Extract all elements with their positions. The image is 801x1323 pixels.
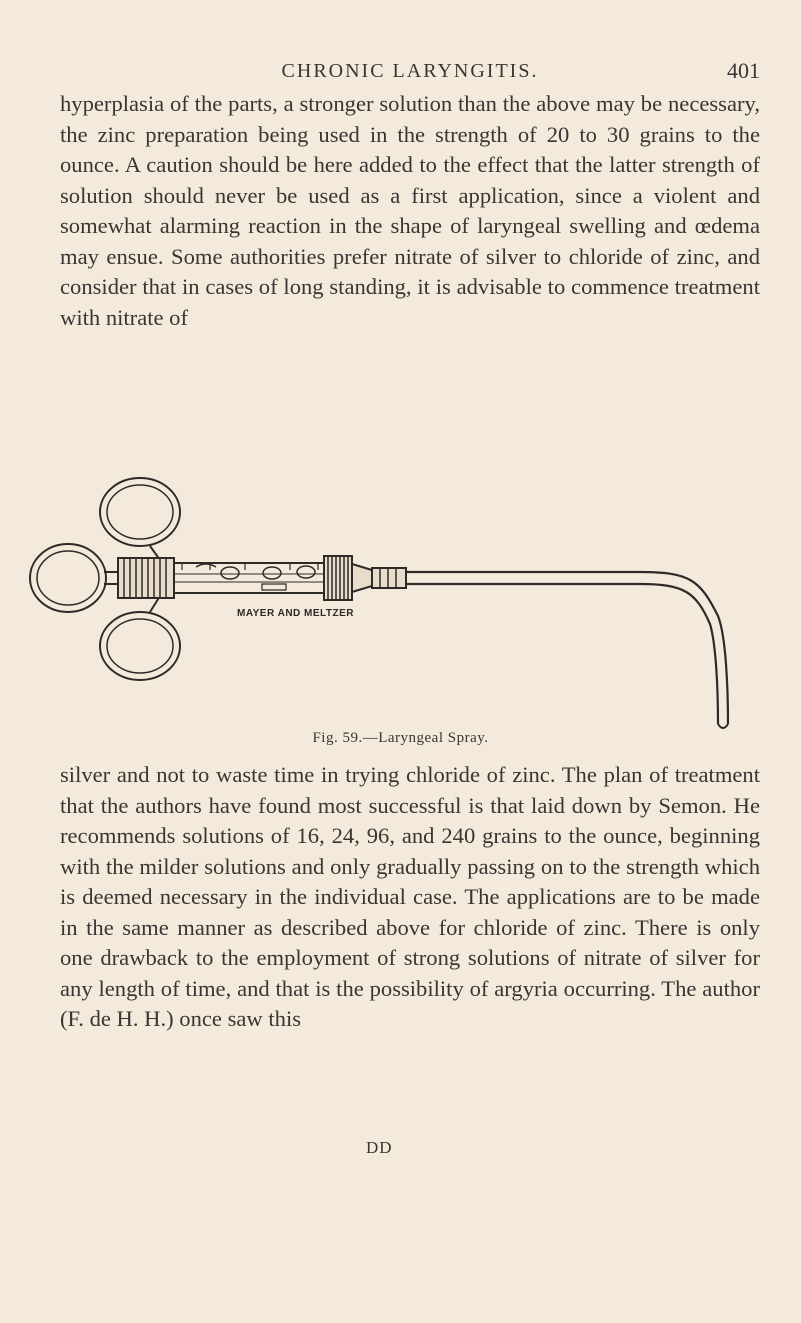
maker-label: MAYER AND MELTZER <box>237 608 355 619</box>
signature-mark: DD <box>366 1138 393 1157</box>
running-title: CHRONIC LARYNGITIS. <box>281 60 539 82</box>
top-finger-ring <box>100 478 180 546</box>
spray-tube <box>406 572 728 724</box>
body-paragraph-2: silver and not to waste time in trying chloride of zinc. The plan of treatment that the authors have found most successful is that laid down by Semon. He recommends solutions of 16, 24, 96, and 240 grains to the ounce, beginning with the milder solutions and only gradually passing on to the strength which is deemed necessary in the individual case. The applications are to be made in the same manner as described above for chloride of zinc. There is only one drawback to the employment of strong solutions of nitrate of silver for any length of time, and that is the possibility of argyria occurring. The author (F. de H. H.) once saw this <box>60 762 760 1031</box>
laryngeal-spray-illustration <box>0 468 801 748</box>
thumb-ring <box>30 544 106 612</box>
bottom-finger-ring <box>100 612 180 680</box>
running-head <box>60 58 760 88</box>
page-number: 401 <box>727 58 760 83</box>
body-paragraph-1: hyperplasia of the parts, a stronger solution than the above may be necessary, the zinc preparation being used in the strength of 20 to 30 grains to the ounce. A caution should be here added to the effect that the latter strength of solution should never be used as a first application, since a violent and somewhat alarming reaction in the shape of laryngeal swelling and œdema may ensue. Some authorities prefer nitrate of silver to chloride of zinc, and consider that in cases of long standing, it is advisable to commence treatment with nitrate of <box>60 91 760 330</box>
figure-caption: Fig. 59.—Laryngeal Spray. <box>312 730 489 746</box>
